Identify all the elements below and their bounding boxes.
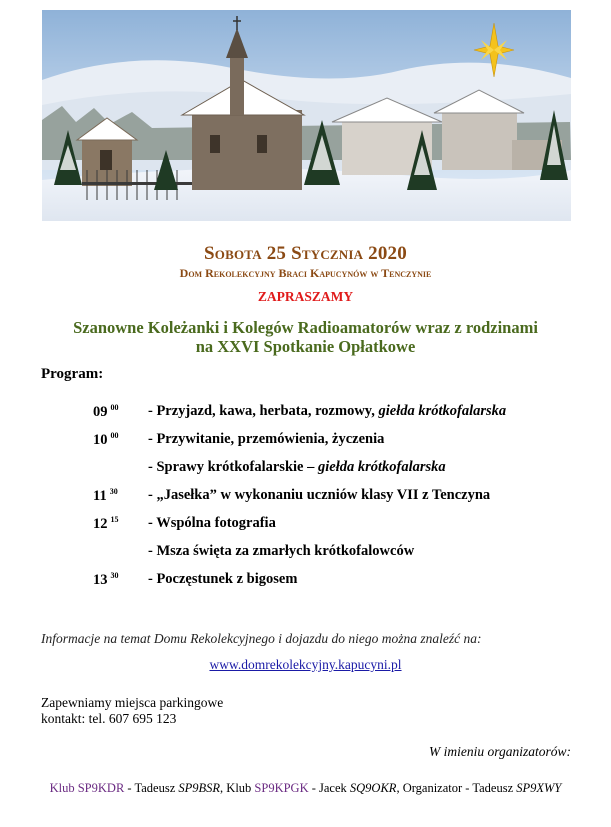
program-hour: 09 (93, 404, 108, 420)
parking-text: Zapewniamy miejsca parkingowe (41, 695, 224, 710)
callsign: SQ9OKR (349, 781, 397, 795)
program-minutes: 00 (110, 431, 119, 440)
website-link[interactable]: www.domrekolekcyjny.kapucyni.pl (209, 657, 402, 672)
club-name: Klub SP9KDR (49, 781, 125, 795)
program-minutes: 30 (110, 571, 119, 580)
program-description (148, 431, 384, 448)
program-text: - Wspólna fotografia (148, 515, 276, 531)
program-text: - Sprawy krótkofalarskie – (148, 459, 318, 475)
program-description (148, 403, 506, 420)
program-row (0, 571, 611, 593)
parking-info (41, 695, 223, 727)
program-label: Program: (41, 366, 104, 382)
program-hour: 10 (93, 432, 108, 448)
program-row (0, 543, 611, 565)
invitation-heading: ZAPRASZAMY (257, 289, 354, 304)
footer-text: , Organizator - Tadeusz (396, 781, 517, 795)
program-minutes: 30 (109, 487, 118, 496)
program-text: - Przywitanie, przemówienia, życzenia (148, 431, 385, 447)
greeting-line-2: na XXVI Spotkanie Opłatkowe (195, 337, 416, 356)
footer-text: - Tadeusz (124, 781, 179, 795)
program-description (148, 459, 446, 476)
event-date: Sobota 25 Stycznia 2020 (204, 243, 407, 264)
program-hour: 12 (93, 516, 108, 532)
program-hour: 13 (93, 572, 108, 588)
greeting-text (0, 318, 611, 356)
info-text: Informacje na temat Domu Rekolekcyjnego i dojazdu do niego można znaleźć na: (41, 631, 482, 646)
program-time (93, 431, 119, 449)
program-time (93, 487, 118, 505)
program-italic-text: giełda krótkofalarska (378, 403, 507, 419)
program-minutes: 00 (110, 403, 119, 412)
program-time (93, 459, 96, 477)
program-text: - „Jasełka” w wykonaniu uczniów klasy VII z Tenczyna (148, 487, 491, 503)
winter-church-photo (42, 10, 571, 221)
program-minutes: 15 (110, 515, 119, 524)
callsign: SP9BSR (178, 781, 221, 795)
program-text: - Poczęstunek z bigosem (148, 571, 298, 587)
program-time (93, 515, 119, 533)
program-description (148, 515, 276, 532)
program-description (148, 487, 490, 504)
footer-text: , Klub (220, 781, 255, 795)
program-description (148, 543, 414, 560)
program-time (93, 403, 119, 421)
event-venue: Dom Rekolekcyjny Braci Kapucynów w Tenczynie (179, 266, 432, 280)
contact-text: kontakt: tel. 607 695 123 (41, 711, 177, 726)
program-text: - Msza święta za zmarłych krótkofalowców (148, 543, 415, 559)
footer-text: - Jacek (308, 781, 350, 795)
club-name: SP9KPGK (254, 781, 309, 795)
program-description (148, 571, 297, 588)
organizers-label: W imieniu organizatorów: (428, 744, 571, 759)
program-row (0, 487, 611, 509)
organizers-footer (0, 781, 611, 796)
program-time (93, 571, 119, 589)
program-row (0, 403, 611, 425)
program-row (0, 459, 611, 481)
program-time (93, 543, 96, 561)
callsign: SP9XWY (516, 781, 562, 795)
greeting-line-1: Szanowne Koleżanki i Kolegów Radioamatorów wraz z rodzinami (73, 318, 538, 337)
program-text: - Przyjazd, kawa, herbata, rozmowy, (148, 403, 379, 419)
program-italic-text: giełda krótkofalarska (317, 459, 446, 475)
program-hour: 11 (93, 488, 107, 504)
program-row (0, 515, 611, 537)
program-row (0, 431, 611, 453)
